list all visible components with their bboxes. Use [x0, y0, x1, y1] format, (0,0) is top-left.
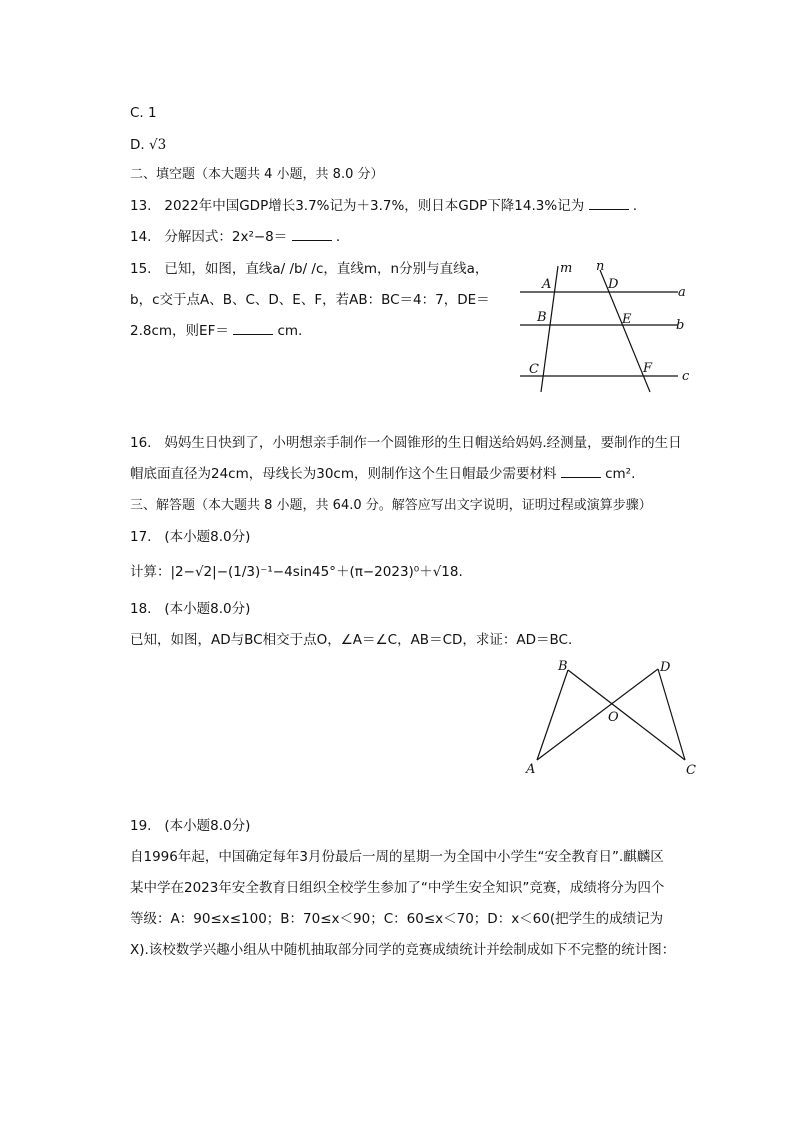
choice-c: C. 1 [130, 105, 157, 121]
label-B: B [558, 659, 568, 674]
q14-tail: . [335, 229, 341, 245]
question-19-header [130, 817, 250, 835]
question-16-line2 [130, 465, 635, 483]
q13-answer-blank [589, 197, 629, 210]
label-a: a [678, 285, 686, 300]
label-E: E [622, 312, 632, 327]
label-A: A [542, 277, 552, 292]
q19-score: (本小题8.0分) [164, 818, 251, 834]
q14-answer-blank [292, 228, 332, 241]
q13-text: 2022年中国GDP增长3.7%记为＋3.7%，则日本GDP下降14.3%记为 [164, 198, 585, 214]
q16-line2a: 帽底面直径为24cm，母线长为30cm，则制作这个生日帽最少需要材料 [130, 466, 557, 482]
label-n: n [596, 259, 605, 274]
q19-line4: X).该校数学兴趣小组从中随机抽取部分同学的竞赛成绩统计并绘制成如下不完整的统计图： [130, 942, 676, 958]
q15-parallel-lines-figure [512, 256, 702, 396]
label-A: A [526, 762, 536, 777]
question-15-line1 [130, 260, 488, 278]
q15-line3a: 2.8cm，则EF＝ [130, 323, 229, 339]
label-C: C [686, 763, 696, 778]
segment-AD [537, 669, 658, 760]
label-b: b [676, 318, 685, 333]
label-D: D [660, 660, 671, 675]
label-B: B [537, 310, 547, 325]
label-O: O [608, 710, 619, 725]
q19-line2: 某中学在2023年安全教育日组织全校学生参加了“中学生安全知识”竞赛，成绩将分为四个 [130, 880, 665, 896]
question-17-header [130, 528, 250, 546]
q15-line1: 已知，如图，直线a/ /b/ /c，直线m，n分别与直线a， [164, 261, 489, 277]
q16-number: 16. [130, 435, 152, 451]
q13-tail: . [632, 198, 638, 214]
q16-line1: 妈妈生日快到了，小明想亲手制作一个圆锥形的生日帽送给妈妈.经测量，要制作的生日 [164, 435, 682, 451]
q19-line1: 自1996年起，中国确定每年3月份最后一周的星期一为全国中小学生“安全教育日”.麒麟区 [130, 849, 664, 865]
question-18-header [130, 600, 250, 618]
label-D: D [608, 277, 619, 292]
q17-score: (本小题8.0分) [164, 529, 251, 545]
q18-bowtie-figure [520, 652, 710, 782]
q19-line3: 等级：A：90≤x≤100；B：70≤x＜90；C：60≤x＜70；D：x＜60(把学生的成绩记为 [130, 911, 664, 927]
question-14 [130, 228, 340, 246]
question-13 [130, 197, 637, 215]
section3-title: 三、解答题（本大题共 8 小题，共 64.0 分。解答应写出文字说明，证明过程或演算步骤） [130, 498, 652, 513]
q18-score: (本小题8.0分) [164, 601, 251, 617]
q14-number: 14. [130, 229, 152, 245]
q19-number: 19. [130, 818, 152, 834]
q18-text: 已知，如图，AD与BC相交于点O，∠A＝∠C，AB＝CD，求证：AD＝BC. [130, 632, 573, 648]
label-c: c [682, 369, 690, 384]
choice-d-value: √3 [148, 137, 167, 153]
q16-line2b: cm². [605, 466, 636, 482]
label-m: m [560, 261, 573, 276]
q17-number: 17. [130, 529, 152, 545]
segment-CD [658, 669, 685, 760]
q14-text: 分解因式：2x²−8＝ [164, 229, 288, 245]
q15-line2: b，c交于点A、B、C、D、E、F，若AB：BC＝4：7，DE＝ [130, 292, 490, 308]
q18-number: 18. [130, 601, 152, 617]
q15-answer-blank [233, 322, 273, 335]
q17-expression: 计算：|2−√2|−(1/3)⁻¹−4sin45°＋(π−2023)⁰＋√18. [130, 564, 463, 580]
section2-title: 二、填空题（本大题共 4 小题，共 8.0 分） [130, 167, 384, 182]
label-C: C [529, 362, 539, 377]
q15-number: 15. [130, 261, 152, 277]
q13-number: 13. [130, 198, 152, 214]
question-15-line3 [130, 322, 302, 340]
q16-answer-blank [561, 465, 601, 478]
label-F: F [643, 361, 653, 376]
choice-d [130, 136, 166, 154]
segment-BC [568, 670, 685, 760]
q15-line3b: cm. [277, 323, 303, 339]
question-16-line1 [130, 434, 682, 452]
choice-d-prefix: D. [130, 137, 149, 153]
segment-AB [537, 670, 568, 760]
